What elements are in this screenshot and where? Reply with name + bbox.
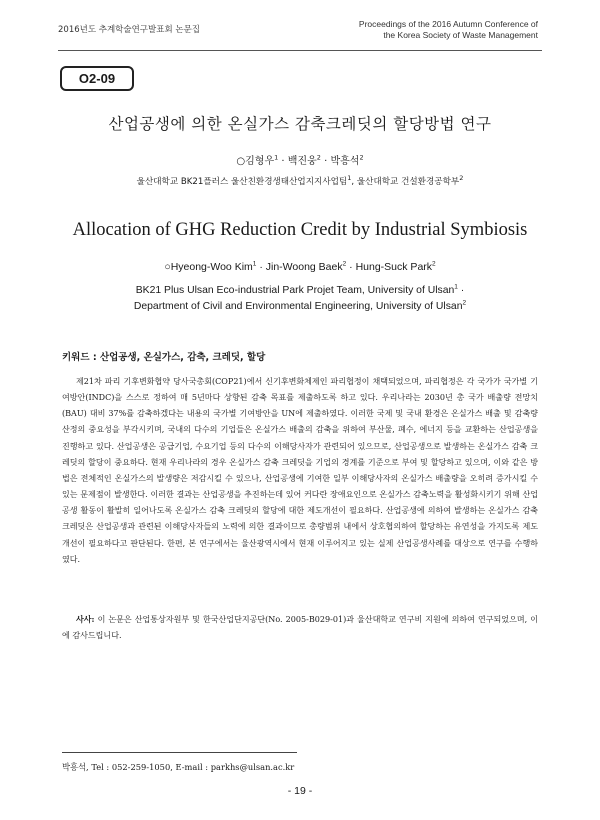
- affiliation-1-sup: 1: [347, 174, 352, 183]
- author-name: 백진웅: [287, 156, 317, 167]
- affiliation-2: Department of Civil and Environmental Engineering, University of Ulsan: [133, 301, 463, 312]
- author-sup: 2: [432, 260, 436, 268]
- keywords: 키워드 : 산업공생, 온실가스, 감축, 크레딧, 할당: [62, 352, 266, 363]
- english-authors: [30, 261, 570, 273]
- affiliation-1: BK21 Plus Ulsan Eco-industrial Park Projet Team, University of Ulsan: [135, 285, 455, 296]
- running-header-left: 2016년도 추계학술연구발표회 논문집: [58, 25, 200, 35]
- author-sup: 1: [274, 153, 279, 162]
- english-title: Allocation of GHG Reduction Credit by Industrial Symbiosis: [72, 220, 528, 240]
- author-sup: 2: [359, 153, 364, 162]
- korean-title: 산업공생에 의한 온실가스 감축크레딧의 할당방법 연구: [108, 115, 492, 133]
- english-affiliation-line-1: [30, 283, 570, 299]
- author-name: Hung-Suck Park: [355, 261, 433, 273]
- running-header-right: [298, 19, 538, 41]
- acknowledgement-text: 이 논문은 산업통상자원부 및 한국산업단지공단(No. 2005-B029-01)과 울산대학교 연구비 지원에 의하여 연구되었으며, 이에 감사드립니다.: [62, 615, 538, 641]
- english-affiliation-line-2: [30, 299, 570, 315]
- affiliation-1-sup: 1: [454, 283, 458, 291]
- author-prefix: ·: [320, 156, 331, 167]
- footnote-divider: [62, 752, 297, 753]
- author-name: Jin-Woong Baek: [265, 261, 343, 273]
- author-name: 김형우: [245, 156, 275, 167]
- affiliation-2: 울산대학교 건설환경공학부: [356, 177, 460, 187]
- author-prefix: ○: [164, 261, 171, 273]
- korean-authors: [40, 152, 560, 167]
- acknowledgement-label: 사사:: [76, 614, 95, 624]
- author-prefix: ·: [256, 261, 266, 273]
- affiliation-2-sup: 2: [459, 174, 464, 183]
- author-sup: 2: [342, 260, 347, 268]
- page-number: - 19 -: [287, 785, 313, 797]
- affiliation-1: 울산대학교 BK21플러스 울산친환경생태산업지지사업팀: [136, 177, 348, 187]
- affiliation-1-tail: ·: [457, 285, 465, 296]
- author-name: Hyeong-Woo Kim: [170, 261, 253, 273]
- running-header-right-line1: Proceedings of the 2016 Autumn Conference of: [358, 19, 538, 29]
- affiliation-2-sup: 2: [462, 299, 467, 307]
- corresponding-author-footnote: 박흥석, Tel : 052-259-1050, E-mail : parkhs@ulsan.ac.kr: [62, 762, 295, 772]
- author-sup: 1: [252, 260, 257, 268]
- author-name: 박흥석: [330, 156, 360, 167]
- acknowledgement-paragraph: [62, 611, 538, 644]
- abstract-paragraph: 제21차 파리 기후변화협약 당사국총회(COP21)에서 신기후변화체제인 파리협정이 채택되었으며, 파리협정은 각 국가가 국가별 기여방안(INDC)을 스스로 정하여 매 5년마다 상향된 감축 목표를 제출하도록 하고 있다. 우리나라는 2030년 총 국가 배출량 전망치(BAU) 대비 37%를 감축하겠다는 내용의 국가별 기여방안을 UN에 제출하였다. 이러한 국제 및 국내 환경은 온실가스 배출 및 감축량 산정의 중요성을 부각시키며, 국내의 다수의 기업들은 온실가스 배출의 감축을 위하여 부산물, 폐수, 에너지 등을 교환하는 산업공생을 진행하고 있다. 산업공생은 공급기업, 수요기업 등의 다수의 이해당사자가 관련되어 있으므로, 산업공생으로 발생하는 온실가스 감축 크레딧의 할당이 중요하다. 현재 우리나라의 경우 온실가스 감축 크레딧을 기업의 경계를 기준으로 부여 및 할당하고 있으며, 이와 같은 방법은 전체적인 온실가스의 발생량은 저감시킬 수 있으나, 산업공생에 기여한 일부 이해당사자의 온실가스 배출량을 오히려 증가시킬 수 있는 문제점이 발생한다. 이러한 결과는 산업공생을 추진하는데 있어 커다란 장애요인으로 온실가스 감축노력을 활성화시키기 위해 산업공생 활동이 활발히 일어나도록 온실가스 감축 크레딧의 할당에 대한 제도개선이 필요하다. 산업공생에 의하여 발생하는 온실가스 감축 크레딧은 산업공생과 관련된 이해당사자들의 노력에 의한 결과이므로 총량범위 내에서 상호협의하여 할당하는 유연성을 가지도록 제도개선이 필요하다고 판단된다. 한편, 본 연구에서는 울산광역시에서 현재 이루어지고 있는 실제 산업공생사례를 대상으로 연구를 수행하였다.: [62, 377, 538, 564]
- header-divider: [58, 50, 542, 51]
- affiliation-separator: ,: [351, 177, 357, 187]
- korean-affiliations: [30, 175, 570, 187]
- paper-code-badge: O2-09: [60, 66, 134, 91]
- author-prefix: ○: [236, 156, 246, 167]
- running-header-right-line2: the Korea Society of Waste Management: [383, 30, 538, 40]
- author-sup: 2: [316, 153, 321, 162]
- english-affiliations: [30, 283, 570, 315]
- author-prefix: ·: [346, 261, 356, 273]
- author-prefix: ·: [278, 156, 288, 167]
